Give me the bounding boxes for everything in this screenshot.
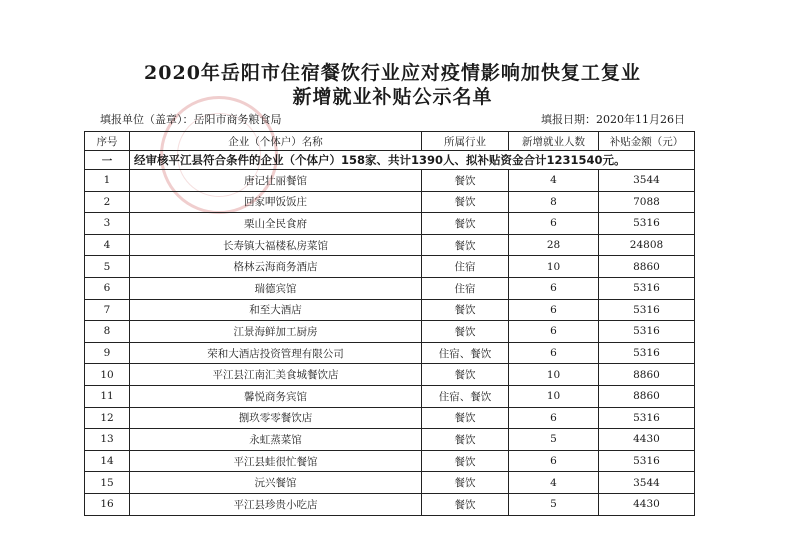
industry: 餐饮	[422, 191, 509, 213]
company-name: 唐记壮丽餐馆	[130, 170, 422, 192]
new-jobs: 6	[509, 407, 599, 429]
new-jobs: 6	[509, 299, 599, 321]
company-name: 馨悦商务宾馆	[130, 385, 422, 407]
row-index: 13	[85, 429, 130, 451]
subsidy-amount: 5316	[599, 277, 695, 299]
row-index: 8	[85, 321, 130, 343]
industry: 餐饮	[422, 472, 509, 494]
subsidy-amount: 8860	[599, 364, 695, 386]
company-name: 平江县蛙很忙餐馆	[130, 450, 422, 472]
company-name: 平江县珍贵小吃店	[130, 493, 422, 515]
row-index: 2	[85, 191, 130, 213]
row-index: 16	[85, 493, 130, 515]
table-row	[85, 321, 695, 343]
industry: 餐饮	[422, 450, 509, 472]
table-row	[85, 342, 695, 364]
filing-unit-value: 岳阳市商务粮食局	[193, 113, 282, 126]
row-index: 3	[85, 213, 130, 235]
subsidy-amount: 5316	[599, 450, 695, 472]
section-row	[85, 151, 695, 170]
industry: 餐饮	[422, 234, 509, 256]
table-row	[85, 256, 695, 278]
table-row	[85, 385, 695, 407]
table-row	[85, 493, 695, 515]
industry: 餐饮	[422, 321, 509, 343]
filing-date-label: 填报日期：	[541, 113, 596, 126]
table-row	[85, 407, 695, 429]
industry: 餐饮	[422, 170, 509, 192]
new-jobs: 10	[509, 385, 599, 407]
row-index: 5	[85, 256, 130, 278]
table-row	[85, 170, 695, 192]
table-row	[85, 213, 695, 235]
subsidy-amount: 5316	[599, 321, 695, 343]
new-jobs: 5	[509, 429, 599, 451]
section-index: 一	[85, 151, 130, 170]
company-name: 格林云海商务酒店	[130, 256, 422, 278]
table-row	[85, 429, 695, 451]
new-jobs: 28	[509, 234, 599, 256]
company-name: 永虹蒸菜馆	[130, 429, 422, 451]
subsidy-amount: 24808	[599, 234, 695, 256]
company-name: 荣和大酒店投资管理有限公司	[130, 342, 422, 364]
new-jobs: 5	[509, 493, 599, 515]
row-index: 11	[85, 385, 130, 407]
header-subsidy-amount: 补贴金额（元）	[599, 132, 695, 151]
row-index: 7	[85, 299, 130, 321]
company-name: 和至大酒店	[130, 299, 422, 321]
table-header-row	[85, 132, 695, 151]
table-row	[85, 277, 695, 299]
company-name: 回家呷饭饭庄	[130, 191, 422, 213]
subsidy-amount: 5316	[599, 342, 695, 364]
table-row	[85, 234, 695, 256]
industry: 住宿	[422, 256, 509, 278]
company-name: 江景海鲜加工厨房	[130, 321, 422, 343]
subsidy-amount: 3544	[599, 472, 695, 494]
subsidy-amount: 3544	[599, 170, 695, 192]
new-jobs: 4	[509, 472, 599, 494]
section-summary: 经审核平江县符合条件的企业（个体户）158家、共计1390人、拟补贴资金合计1231540元。	[130, 151, 695, 170]
header-industry: 所属行业	[422, 132, 509, 151]
new-jobs: 6	[509, 277, 599, 299]
new-jobs: 4	[509, 170, 599, 192]
subsidy-amount: 4430	[599, 429, 695, 451]
new-jobs: 6	[509, 342, 599, 364]
company-name: 沅兴餐馆	[130, 472, 422, 494]
table-row	[85, 450, 695, 472]
subsidy-amount: 8860	[599, 256, 695, 278]
company-name: 捌玖零零餐饮店	[130, 407, 422, 429]
filing-unit-label: 填报单位（盖章）：	[100, 113, 194, 126]
new-jobs: 6	[509, 321, 599, 343]
subsidy-amount: 5316	[599, 407, 695, 429]
row-index: 15	[85, 472, 130, 494]
new-jobs: 8	[509, 191, 599, 213]
new-jobs: 10	[509, 364, 599, 386]
industry: 餐饮	[422, 429, 509, 451]
industry: 住宿、餐饮	[422, 342, 509, 364]
header-index: 序号	[85, 132, 130, 151]
row-index: 14	[85, 450, 130, 472]
table-row	[85, 299, 695, 321]
company-name: 平江县江南汇美食城餐饮店	[130, 364, 422, 386]
table-row	[85, 191, 695, 213]
subsidy-amount: 4430	[599, 493, 695, 515]
industry: 住宿、餐饮	[422, 385, 509, 407]
industry: 餐饮	[422, 407, 509, 429]
company-name: 长寿镇大福楼私房菜馆	[130, 234, 422, 256]
industry: 住宿	[422, 277, 509, 299]
subsidy-table	[84, 131, 695, 516]
row-index: 6	[85, 277, 130, 299]
company-name: 栗山全民食府	[130, 213, 422, 235]
row-index: 9	[85, 342, 130, 364]
subsidy-amount: 8860	[599, 385, 695, 407]
row-index: 4	[85, 234, 130, 256]
industry: 餐饮	[422, 299, 509, 321]
row-index: 10	[85, 364, 130, 386]
subsidy-amount: 7088	[599, 191, 695, 213]
filing-date-value: 2020年11月26日	[596, 113, 685, 126]
industry: 餐饮	[422, 213, 509, 235]
header-company: 企业（个体户）名称	[130, 132, 422, 151]
subsidy-amount: 5316	[599, 299, 695, 321]
new-jobs: 10	[509, 256, 599, 278]
row-index: 1	[85, 170, 130, 192]
company-name: 瑞德宾馆	[130, 277, 422, 299]
subsidy-amount: 5316	[599, 213, 695, 235]
row-index: 12	[85, 407, 130, 429]
table-row	[85, 472, 695, 494]
new-jobs: 6	[509, 213, 599, 235]
filing-date	[541, 111, 685, 127]
industry: 餐饮	[422, 364, 509, 386]
table-row	[85, 364, 695, 386]
new-jobs: 6	[509, 450, 599, 472]
document-title-line1: 2020年岳阳市住宿餐饮行业应对疫情影响加快复工复业	[144, 62, 641, 84]
document-title-line2: 新增就业补贴公示名单	[292, 86, 493, 108]
filing-unit	[100, 111, 282, 127]
header-new-jobs: 新增就业人数	[509, 132, 599, 151]
industry: 餐饮	[422, 493, 509, 515]
